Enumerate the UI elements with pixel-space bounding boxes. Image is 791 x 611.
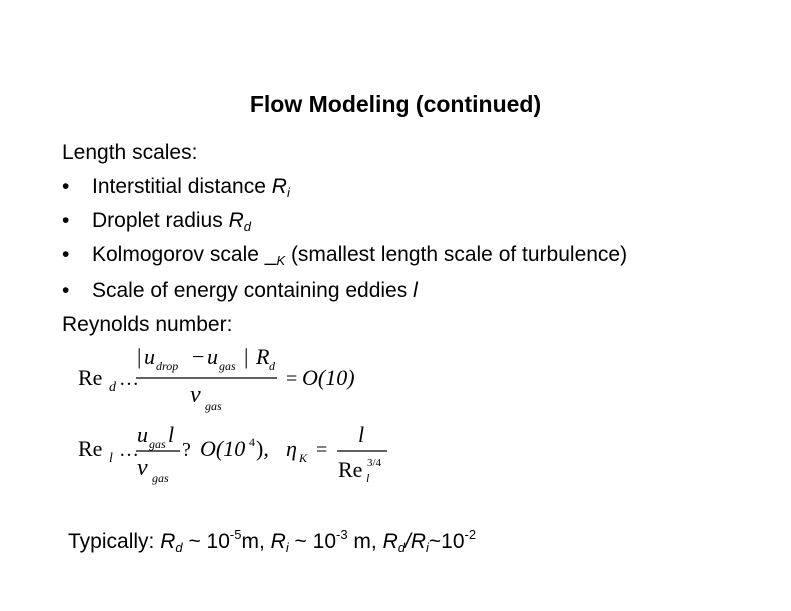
equation-re-l (76, 420, 406, 490)
bullet-marker: • (62, 209, 70, 232)
slide-title: Flow Modeling (continued) (249, 91, 542, 117)
eq2-num-u-sub: gas (149, 437, 166, 451)
typical-e3: -2 (464, 527, 477, 542)
eq2-lhs: Re (78, 436, 103, 461)
eq2-eta: η (286, 436, 297, 461)
bullet-droplet (62, 209, 251, 234)
eq1-den: ν (190, 382, 201, 408)
bullet-marker: • (62, 279, 70, 302)
eq2-frac-den-sup: 3/4 (367, 457, 382, 469)
bullet-kolmogorov (62, 243, 627, 268)
eq2-order-exp: 4 (249, 435, 255, 449)
typical-t2: m, (241, 530, 271, 553)
eq1-rhs: O(10) (302, 365, 355, 390)
eq2-order-close: ), (256, 436, 269, 461)
eq1-r-sub: d (269, 359, 275, 373)
bullet-marker: • (62, 175, 70, 198)
eq1-u2: u (207, 344, 218, 369)
eq1-lhs-sub: d (109, 380, 116, 395)
eq1-relation: … (119, 368, 139, 390)
typical-rd-sub: d (175, 540, 183, 555)
length-scales-heading: Length scales: (62, 141, 198, 164)
eq2-order: O(10 (200, 436, 246, 461)
eq2-num-l: l (168, 422, 175, 447)
typical-ri: R (270, 530, 286, 553)
typical-t4: m, (347, 530, 383, 553)
eq2-eta-sub: K (299, 451, 308, 465)
eq1-u2-sub: gas (219, 359, 236, 373)
bullet-symbol: R (228, 209, 244, 232)
eq1-equals: = (286, 368, 298, 390)
eq1-bar-open: | (137, 344, 142, 369)
typical-ratio-r1: R (382, 530, 398, 553)
eq1-u1: u (144, 344, 155, 369)
typical-e1: -5 (229, 527, 242, 542)
bullet-text: Droplet radius (92, 209, 229, 232)
eq1-bar-close: | (244, 344, 249, 369)
eq1-u1-sub: drop (156, 359, 179, 373)
typical-slash: / (404, 530, 411, 553)
bullet-text: Kolmogorov scale _ (92, 243, 277, 266)
bullet-subscript: K (276, 253, 286, 268)
equation-re-d (76, 340, 376, 416)
eq1-r: R (256, 344, 270, 369)
eq1-minus: − (192, 344, 205, 369)
typical-ratio-r2-sub: i (425, 540, 429, 555)
bullet-subscript: d (243, 219, 251, 234)
bullet-eddies (62, 279, 418, 303)
typical-prefix: Typically: (68, 530, 161, 553)
typical-t1: ~ 10 (182, 530, 230, 553)
bullet-suffix: (smallest length scale of turbulence) (285, 243, 628, 266)
eq2-approx: ? (182, 439, 191, 461)
eq2-lhs-sub: l (109, 451, 113, 466)
typical-ri-sub: i (285, 540, 289, 555)
eq1-lhs: Re (78, 365, 103, 390)
eq2-frac-den-sub: l (366, 471, 370, 485)
eq2-equals: = (316, 439, 328, 461)
bullet-text: Scale of energy containing eddies (92, 279, 414, 302)
typical-t5: ~10 (428, 530, 465, 553)
typical-t3: ~ 10 (288, 530, 336, 553)
bullet-symbol: l (413, 279, 418, 302)
eq2-frac-num: l (358, 422, 365, 447)
eq1-den-sub: gas (205, 399, 222, 413)
eq2-den: ν (137, 455, 148, 481)
bullet-interstitial (62, 175, 290, 200)
bullet-text: Interstitial distance (92, 175, 272, 198)
eq2-relation: … (119, 439, 139, 461)
bullet-symbol: R (271, 175, 287, 198)
eq2-den-sub: gas (152, 471, 169, 485)
reynolds-heading: Reynolds number: (62, 313, 233, 336)
bullet-subscript: i (286, 185, 290, 200)
typical-ratio-r2: R (410, 530, 426, 553)
eq2-frac-den: Re (338, 457, 363, 482)
typical-ratio-r1-sub: d (397, 540, 405, 555)
eq2-num-u: u (137, 422, 148, 447)
typical-rd: R (160, 530, 176, 553)
bullet-marker: • (62, 243, 70, 266)
typical-values-line (68, 527, 476, 555)
typical-e2: -3 (336, 527, 348, 542)
